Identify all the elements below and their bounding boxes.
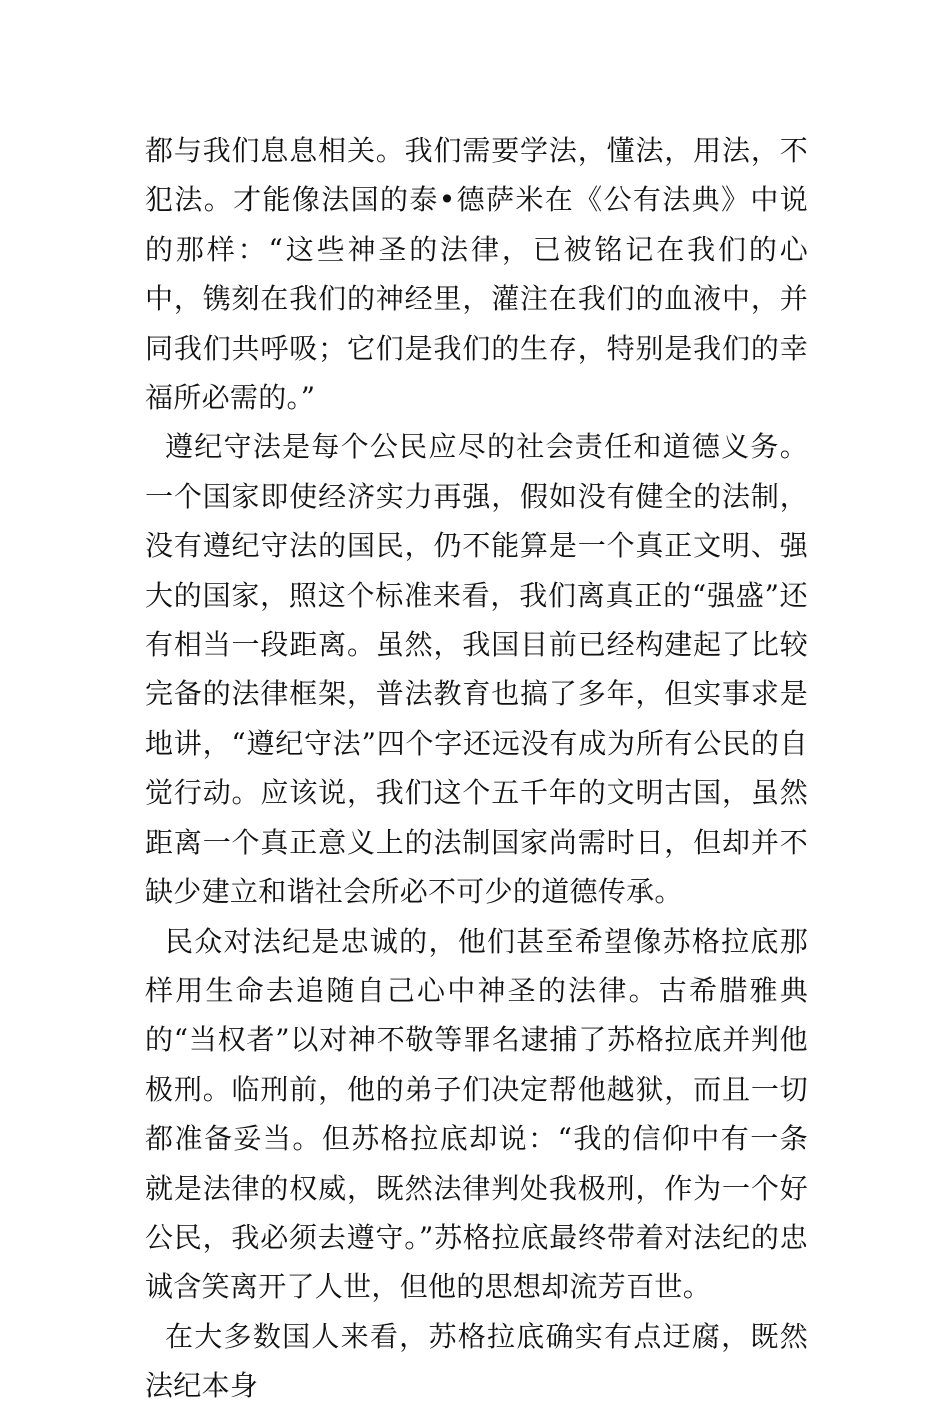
paragraph-1: 都与我们息息相关。我们需要学法，懂法，用法，不犯法。才能像法国的泰•德萨米在《公有法典》中说的那样：“这些神圣的法律，已被铭记在我们的心中，镌刻在我们的神经里，灌注在我们的血液中，并同我们共呼吸；它们是我们的生存，特别是我们的幸福所必需的。” [145,134,808,415]
paragraph-2: 遵纪守法是每个公民应尽的社会责任和道德义务。一个国家即使经济实力再强，假如没有健全的法制，没有遵纪守法的国民，仍不能算是一个真正文明、强大的国家，照这个标准来看，我们离真正的“强盛”还有相当一段距离。虽然，我国目前已经构建起了比较完备的法律框架，普法教育也搞了多年，但实事求是地讲，“遵纪守法”四个字还远没有成为所有公民的自觉行动。应该说，我们这个五千年的文明古国，虽然距离一个真正意义上的法制国家尚需时日，但却并不缺少建立和谐社会所必不可少的道德传承。 [145,430,808,909]
paragraph-3: 民众对法纪是忠诚的，他们甚至希望像苏格拉底那样用生命去追随自己心中神圣的法律。古希腊雅典的“当权者”以对神不敬等罪名逮捕了苏格拉底并判他极刑。临刑前，他的弟子们决定帮他越狱，而且一切都准备妥当。但苏格拉底却说：“我的信仰中有一条就是法律的权威，既然法律判处我极刑，作为一个好公民，我必须去遵守。”苏格拉底最终带着对法纪的忠诚含笑离开了人世，但他的思想却流芳百世。 [145,924,808,1304]
paragraph-4: 在大多数国人来看，苏格拉底确实有点迂腐，既然法纪本身 [145,1319,808,1403]
document-body [145,126,808,1411]
